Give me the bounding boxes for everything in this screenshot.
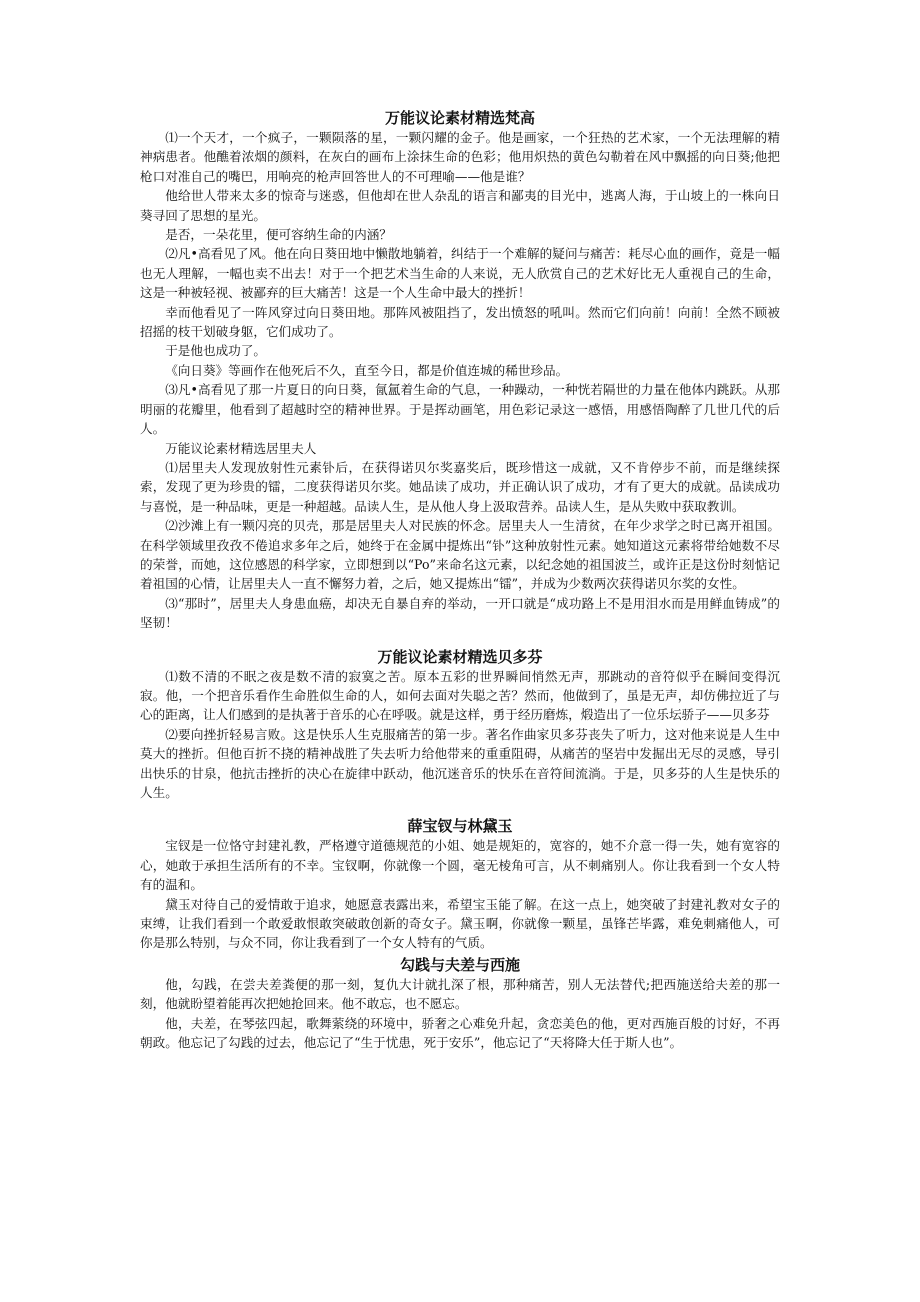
document-page (140, 108, 780, 1052)
paragraph: ⑴居里夫人发现放射性元素钋后，在获得诺贝尔奖嘉奖后，既珍惜这一成就，又不肯停步不前，而是继续探索，发现了更为珍贵的镭，二度获得诺贝尔奖。她品读了成功，并正确认识了成功，才有了更大的成就。品读成功与喜悦，是一种品味，更是一种超越。品读人生，是从他人身上汲取营养。品读人生，是从失败中获取教训。 (140, 459, 780, 514)
paragraph: ⑶凡•高看见了那一片夏日的向日葵，氤氲着生命的气息，一种躁动，一种恍若隔世的力量在他体内跳跃。从那明丽的花瓣里，他看到了超越时空的精神世界。于是挥动画笔，用色彩记录这一感悟，用感悟陶醉了几世几代的后人。 (140, 382, 780, 437)
paragraph: ⑵沙滩上有一颗闪亮的贝壳，那是居里夫人对民族的怀念。居里夫人一生清贫，在年少求学之时已离开祖国。在科学领域里孜孜不倦追求多年之后，她终于在金属中提炼出“钋”这种放射性元素。她知道这元素将带给她数不尽的荣誉，而她，这位感恩的科学家，立即想到以“Po”来命名这元素，以纪念她的祖国波兰，或许正是这份时刻惦记着祖国的心情，让居里夫人一直不懈努力着，之后，她又提炼出“镭”，并成为少数两次获得诺贝尔奖的女性。 (140, 518, 780, 592)
section-title-van-gogh: 万能议论素材精选梵高 (384, 109, 535, 127)
section-title-goujian-fuchai-xishi: 勾践与夫差与西施 (399, 955, 520, 974)
paragraph: 幸而他看见了一阵风穿过向日葵田地。那阵风被阻挡了，发出愤怒的吼叫。然而它们向前！向前！全然不顾被招摇的枝干划破身躯，它们成功了。 (140, 304, 780, 340)
paragraph: 宝钗是一位恪守封建礼教，严格遵守道德规范的小姐、她是规矩的，宽容的，她不介意一得一失，她有宽容的心，她敢于承担生活所有的不幸。宝钗啊，你就像一个圆，毫无棱角可言，从不刺痛别人。你让我看到一个女人特有的温和。 (140, 838, 780, 893)
section-title-baochai-daiyu: 薛宝钗与林黛玉 (407, 817, 513, 836)
paragraph: 是否，一朵花里，便可容纳生命的内涵？ (165, 227, 392, 243)
paragraph: 他，夫差，在琴弦四起，歌舞萦绕的环境中，骄奢之心难免升起，贪恋美色的他，更对西施百般的讨好，不再朝政。他忘记了勾践的过去，他忘记了“生于忧患，死于安乐”，他忘记了“天将降大任于斯人也”。 (140, 1015, 780, 1051)
paragraph: ⑴一个天才，一个疯子，一颗陨落的星，一颗闪耀的金子。他是画家，一个狂热的艺术家，一个无法理解的精神病患者。他醮着浓烟的颜料，在灰白的画布上涂抹生命的色彩；他用炽热的黄色勾勒着在风中飘摇的向日葵;他把枪口对准自己的嘴巴，用响亮的枪声回答世人的不可理喻——他是谁？ (140, 130, 780, 184)
paragraph: ⑶“那时”，居里夫人身患血癌，却决无自暴自弃的举动，一开口就是“成功路上不是用泪水而是用鲜血铸成”的坚韧！ (140, 595, 780, 631)
paragraph: ⑴数不清的不眠之夜是数不清的寂寞之苦。原本五彩的世界瞬间悄然无声，那跳动的音符似乎在瞬间变得沉寂。他，一个把音乐看作生命胜似生命的人，如何去面对失聪之苦？然而，他做到了，虽是无声，却仿佛拉近了与心的距离，让人们感到的是执著于音乐的心在呼吸。就是这样，勇于经历磨炼，煅造出了一位乐坛骄子——贝多芬 (140, 668, 780, 723)
paragraph: ⑵要向挫折轻易言败。这是快乐人生克服痛苦的第一步。著名作曲家贝多芬丧失了听力，这对他来说是人生中莫大的挫折。但他百折不挠的精神战胜了失去听力给他带来的重重阻碍，从痛苦的坚岩中发掘出无尽的灵感，导引出快乐的甘泉，他抗击挫折的决心在旋律中跃动，他沉迷音乐的快乐在音符间流淌。于是，贝多芬的人生是快乐的人生。 (140, 726, 780, 800)
paragraph: 黛玉对待自己的爱情敢于追求，她愿意表露出来，希望宝玉能了解。在这一点上，她突破了封建礼教对女子的束缚，让我们看到一个敢爱敢恨敢突破敢创新的奇女子。黛玉啊，你就像一颗星，虽锋芒毕露，难免刺痛他人，可你是那么特别，与众不同，你让我看到了一个女人特有的气质。 (140, 896, 780, 951)
section-title-beethoven: 万能议论素材精选贝多芬 (377, 647, 543, 666)
paragraph: 《向日葵》等画作在他死后不久，直至今日，都是价值连城的稀世珍品。 (165, 362, 569, 378)
paragraph: 于是他也成功了。 (165, 343, 266, 359)
section-subtitle-curie: 万能议论素材精选居里夫人 (165, 440, 317, 456)
paragraph: ⑵凡•高看见了风。他在向日葵田地中懒散地躺着，纠结于一个难解的疑问与痛苦：耗尽心血的画作，竟是一幅也无人理解，一幅也卖不出去！对于一个把艺术当生命的人来说，无人欣赏自己的艺术好比无人重视自己的生命，这是一种被轻视、被鄙弃的巨大痛苦！这是一个人生命中最大的挫折！ (140, 246, 780, 301)
paragraph: 他，勾践，在尝夫差粪便的那一刻，复仇大计就扎深了根，那种痛苦，别人无法替代;把西施送给夫差的那一刻，他就盼望着能再次把她抢回来。他不敢忘，也不愿忘。 (140, 976, 780, 1012)
paragraph: 他给世人带来太多的惊奇与迷惑，但他却在世人杂乱的语言和鄙夷的目光中，逃离人海，于山坡上的一株向日葵寻回了思想的星光。 (140, 188, 780, 223)
